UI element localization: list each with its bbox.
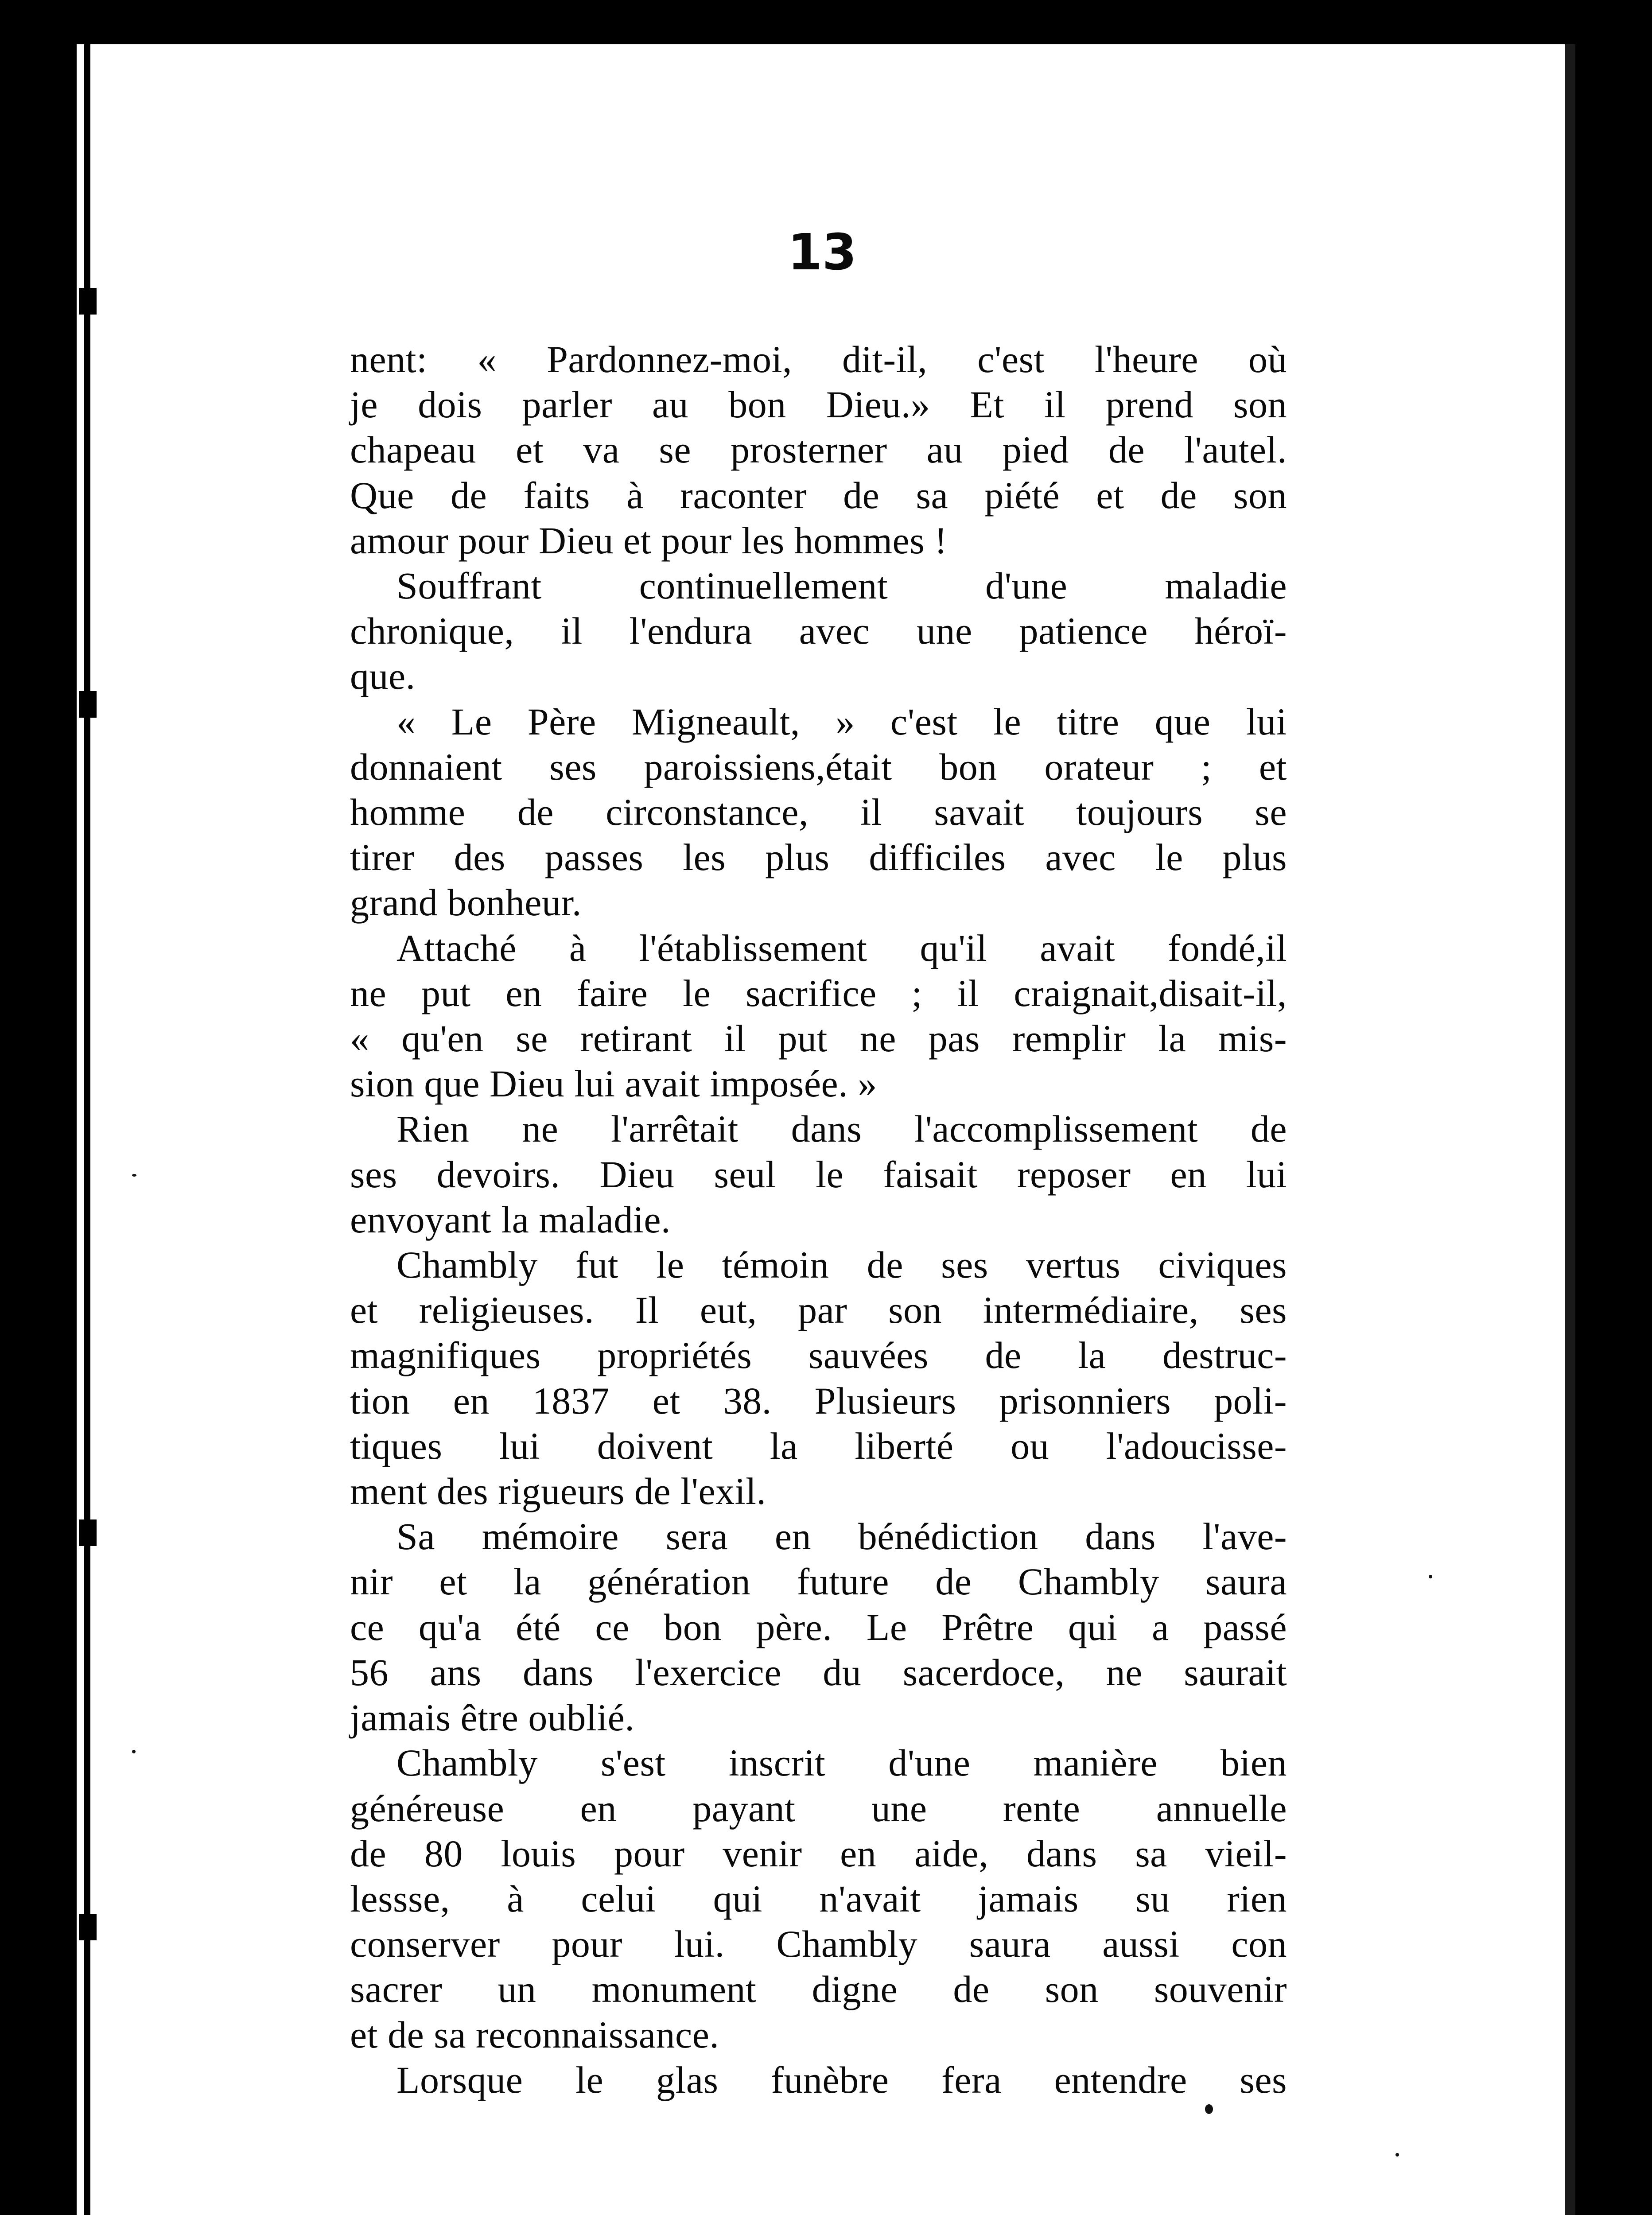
text-line: et de sa reconnaissance. bbox=[350, 2013, 719, 2056]
text-line: ment des rigueurs de l'exil. bbox=[350, 1470, 766, 1513]
paragraph bbox=[350, 1514, 1287, 1740]
text-line: sacrer un monument digne de son souvenir bbox=[350, 1968, 1287, 2011]
text-line: tion en 1837 et 38. Plusieurs prisonniers poli- bbox=[350, 1379, 1287, 1422]
binding-edge bbox=[84, 44, 90, 2215]
text-line: chapeau et va se prosterner au pied de l'autel. bbox=[350, 428, 1287, 471]
paragraph bbox=[350, 699, 1287, 925]
text-line: nir et la génération future de Chambly saura bbox=[350, 1560, 1287, 1603]
text-line: donnaient ses paroissiens,était bon orateur ; et bbox=[350, 745, 1287, 788]
paragraph bbox=[350, 337, 1287, 563]
text-line: je dois parler au bon Dieu.» Et il prend son bbox=[350, 383, 1287, 426]
text-line: nent: « Pardonnez-moi, dit-il, c'est l'heure où bbox=[350, 338, 1287, 381]
text-line: que. bbox=[350, 655, 416, 698]
text-line: tirer des passes les plus difficiles avec le plus bbox=[350, 836, 1287, 879]
text-line: conserver pour lui. Chambly saura aussi con bbox=[350, 1923, 1287, 1966]
text-line: ce qu'a été ce bon père. Le Prêtre qui a passé bbox=[350, 1605, 1287, 1648]
text-line: ses devoirs. Dieu seul le faisait reposer en lui bbox=[350, 1153, 1287, 1196]
text-line: Chambly fut le témoin de ses vertus civiques bbox=[396, 1244, 1287, 1286]
text-line: 56 ans dans l'exercice du sacerdoce, ne saurait bbox=[350, 1651, 1287, 1694]
text-line: jamais être oublié. bbox=[350, 1696, 635, 1739]
text-line: « Le Père Migneault, » c'est le titre que lui bbox=[396, 700, 1287, 743]
binding-mark bbox=[79, 691, 97, 718]
text-line: chronique, il l'endura avec une patience héroï- bbox=[350, 610, 1287, 653]
text-line: généreuse en payant une rente annuelle bbox=[350, 1787, 1287, 1830]
paragraph bbox=[350, 1242, 1287, 1514]
text-line: amour pour Dieu et pour les hommes ! bbox=[350, 519, 948, 562]
text-line: de 80 louis pour venir en aide, dans sa vieil- bbox=[350, 1832, 1287, 1875]
binding-mark bbox=[79, 1914, 97, 1940]
text-line: grand bonheur. bbox=[350, 881, 582, 924]
paragraph bbox=[350, 563, 1287, 699]
ink-speck bbox=[1205, 2104, 1213, 2114]
text-line: Chambly s'est inscrit d'une manière bien bbox=[396, 1741, 1287, 1784]
text-line: « qu'en se retirant il put ne pas remplir la mis- bbox=[350, 1017, 1287, 1060]
text-line: homme de circonstance, il savait toujours se bbox=[350, 791, 1287, 834]
text-line: Souffrant continuellement d'une maladie bbox=[396, 564, 1287, 607]
body-text bbox=[350, 337, 1287, 2102]
ink-speck bbox=[132, 1750, 136, 1753]
paragraph bbox=[350, 1106, 1287, 1242]
text-line: et religieuses. Il eut, par son intermédiaire, ses bbox=[350, 1289, 1287, 1332]
ink-speck bbox=[1429, 1575, 1432, 1578]
paragraph bbox=[350, 2057, 1287, 2102]
paragraph bbox=[350, 925, 1287, 1107]
text-line: lessse, à celui qui n'avait jamais su rien bbox=[350, 1877, 1287, 1920]
binding-mark bbox=[79, 1519, 97, 1546]
binding-mark bbox=[79, 288, 97, 315]
text-line: ne put en faire le sacrifice ; il craignait,disait-il, bbox=[350, 971, 1287, 1014]
paragraph bbox=[350, 1740, 1287, 2057]
page-edge bbox=[1565, 44, 1575, 2215]
ink-speck bbox=[1395, 2153, 1399, 2157]
page-number: 13 bbox=[788, 224, 857, 281]
text-line: Rien ne l'arrêtait dans l'accomplissement de bbox=[396, 1108, 1287, 1150]
text-line: tiques lui doivent la liberté ou l'adoucisse- bbox=[350, 1424, 1287, 1467]
text-line: Sa mémoire sera en bénédiction dans l'ave- bbox=[396, 1515, 1287, 1558]
text-line: sion que Dieu lui avait imposée. » bbox=[350, 1062, 877, 1105]
text-line: Que de faits à raconter de sa piété et de son bbox=[350, 474, 1287, 517]
text-line: Attaché à l'établissement qu'il avait fondé,il bbox=[396, 926, 1287, 969]
ink-speck bbox=[132, 1174, 136, 1177]
text-line: Lorsque le glas funèbre fera entendre ses bbox=[396, 2058, 1287, 2101]
text-line: magnifiques propriétés sauvées de la destruc- bbox=[350, 1334, 1287, 1377]
text-line: envoyant la maladie. bbox=[350, 1198, 671, 1241]
